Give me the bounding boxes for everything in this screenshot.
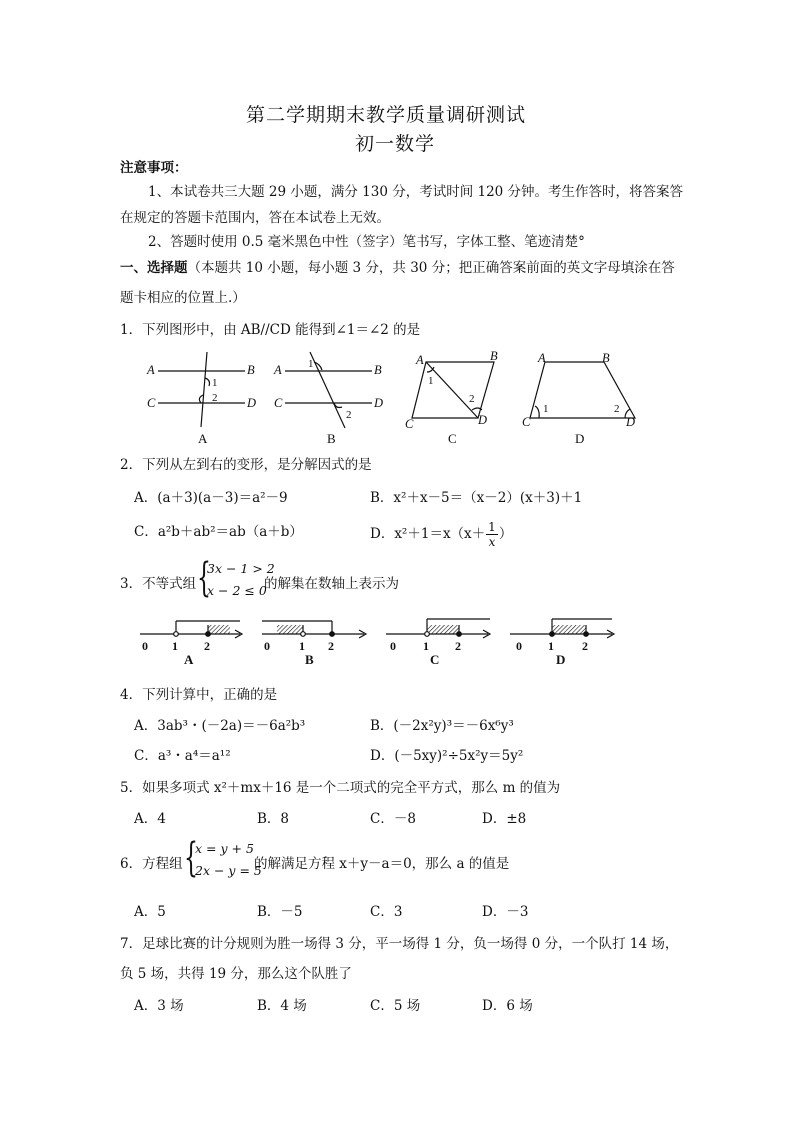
q1-caption-b: B	[327, 431, 336, 446]
section1-heading: 一、选择题	[120, 260, 188, 276]
q1-a-pt-A: A	[147, 363, 155, 377]
q1-d-pt-D: D	[626, 415, 636, 429]
q6-option-d: D．－3	[482, 904, 529, 920]
q2-d-den: x	[488, 535, 496, 549]
q3-number-lines	[0, 610, 794, 670]
page-subtitle: 初一数学	[355, 133, 436, 155]
q1-caption-d: D	[575, 431, 585, 446]
q7-option-b: B．4 场	[257, 998, 307, 1014]
q3-b-tick2: 2	[328, 639, 334, 653]
q7-option-c: C．5 场	[370, 998, 421, 1014]
q2-option-b: B．x²＋x－5＝（x－2）(x＋3)＋1	[370, 490, 583, 506]
q1-d-angle2: 2	[614, 403, 620, 415]
q4-option-a: A．3ab³・(－2a)＝－6a²b³	[134, 718, 306, 734]
notice-heading: 注意事项：	[120, 160, 188, 176]
q3-d-tick0: 0	[516, 639, 522, 653]
q1-a-angle2: 2	[212, 392, 218, 404]
q1-figures	[0, 340, 794, 450]
q3-brace: {	[197, 555, 211, 601]
q7-option-d: D．6 场	[482, 998, 533, 1014]
section1-desc-b: 题卡相应的位置上.）	[120, 290, 246, 306]
q1-c-pt-B: B	[490, 349, 498, 363]
q6-post: 的解满足方程 x＋y－a＝0，那么 a 的值是	[254, 856, 510, 872]
q1-a-pt-C: C	[147, 396, 156, 410]
q5-stem: 5．如果多项式 x²＋mx＋16 是一个二项式的完全平方式，那么 m 的值为	[120, 780, 561, 796]
q5-option-a: A．4	[134, 811, 166, 827]
q3-d-tick2: 2	[582, 639, 588, 653]
q4-option-b: B．(－2x²y)³＝－6x⁶y³	[370, 718, 514, 734]
q1-d-angle1: 1	[543, 403, 549, 415]
q3-c-tick1: 1	[423, 639, 429, 653]
q6-option-c: C．3	[370, 904, 403, 920]
q1-d-pt-C: C	[522, 415, 531, 429]
q6-sys1: x = y + 5	[195, 841, 254, 856]
notice-line1b: 在规定的答题卡范围内，答在本试卷上无效。	[120, 210, 390, 226]
q7-stem-a: 7．足球比赛的计分规则为胜一场得 3 分，平一场得 1 分，负一场得 0 分，一个队打 14 场，	[120, 936, 679, 952]
notice-line1a: 1、本试卷共三大题 29 小题，满分 130 分，考试时间 120 分钟。考生作答时，将答案答	[148, 184, 684, 200]
q7-option-a: A．3 场	[134, 998, 184, 1014]
q3-caption-a: A	[184, 652, 194, 667]
q4-stem: 4．下列计算中，正确的是	[120, 687, 278, 703]
q1-c-pt-C: C	[405, 417, 414, 431]
q3-caption-d: D	[556, 652, 566, 667]
q1-a-pt-D: D	[247, 396, 257, 410]
q2-d-pre: D．x²＋1＝x（x＋	[370, 526, 486, 542]
q6-brace: {	[184, 835, 198, 881]
q5-option-c: C．－8	[370, 811, 416, 827]
q2-option-c: C．a²b＋ab²＝ab（a＋b）	[134, 524, 303, 540]
q1-c-pt-D: D	[478, 413, 488, 427]
q7-stem-b: 负 5 场，共得 19 分，那么这个队胜了	[120, 966, 352, 982]
q4-option-c: C．a³・a⁴＝a¹²	[134, 748, 231, 764]
q2-option-a: A．(a＋3)(a－3)＝a²－9	[134, 490, 288, 506]
q1-c-angle2: 2	[469, 393, 475, 405]
q3-c-tick0: 0	[390, 639, 396, 653]
q3-caption-c: C	[430, 652, 440, 667]
q3-b-tick0: 0	[264, 639, 270, 653]
q5-option-b: B．8	[257, 811, 290, 827]
notice-line2: 2、答题时使用 0.5 毫米黑色中性（签字）笔书写，字体工整、笔迹清楚°	[148, 234, 585, 250]
q1-d-pt-A: A	[538, 351, 546, 365]
q3-sys2: x − 2 ≤ 0	[207, 583, 267, 598]
q2-stem: 2．下列从左到右的变形，是分解因式的是	[120, 457, 372, 473]
q1-b-pt-D: D	[374, 396, 384, 410]
q6-option-a: A．5	[134, 904, 166, 920]
q6-sys2: 2x − y = 5	[195, 863, 262, 878]
q1-b-pt-B: B	[374, 363, 382, 377]
q2-option-d	[370, 520, 512, 549]
q1-c-angle1: 1	[428, 375, 434, 387]
q3-post: 的解集在数轴上表示为	[264, 576, 399, 592]
q3-a-tick0: 0	[142, 639, 148, 653]
q2-d-num: 1	[488, 520, 496, 534]
page-title: 第二学期期末教学质量调研测试	[246, 104, 527, 126]
section1-desc-a: （本题共 10 小题，每小题 3 分，共 30 分；把正确答案前面的英文字母填涂在答	[187, 260, 675, 276]
q1-b-pt-A: A	[274, 363, 282, 377]
q1-stem: 1．下列图形中，由 AB//CD 能得到∠1＝∠2 的是	[120, 322, 421, 338]
q1-a-angle1: 1	[212, 377, 218, 389]
q1-c-pt-A: A	[416, 353, 424, 367]
q1-b-pt-C: C	[274, 396, 283, 410]
q3-a-tick1: 1	[172, 639, 178, 653]
q1-caption-c: C	[448, 431, 457, 446]
q5-option-d: D．±8	[482, 811, 527, 827]
q1-b-angle1: 1	[308, 358, 314, 370]
q6-pre: 6．方程组	[120, 856, 183, 872]
q3-pre: 3．不等式组	[120, 576, 197, 592]
q3-caption-b: B	[305, 652, 314, 667]
q2-d-post: ）	[498, 526, 513, 542]
q3-b-tick1: 1	[299, 639, 305, 653]
q1-b-angle2: 2	[346, 409, 352, 421]
q1-caption-a: A	[198, 431, 208, 446]
q3-sys1: 3x − 1 > 2	[207, 561, 275, 576]
q3-c-tick2: 2	[455, 639, 461, 653]
q1-a-pt-B: B	[247, 363, 255, 377]
q6-option-b: B．－5	[257, 904, 303, 920]
q3-d-tick1: 1	[548, 639, 554, 653]
section1-header	[120, 256, 675, 276]
q2-d-fraction	[486, 520, 498, 549]
q4-option-d: D．(－5xy)²÷5x²y＝5y²	[370, 748, 524, 764]
q1-d-pt-B: B	[602, 351, 610, 365]
q3-a-tick2: 2	[204, 639, 210, 653]
